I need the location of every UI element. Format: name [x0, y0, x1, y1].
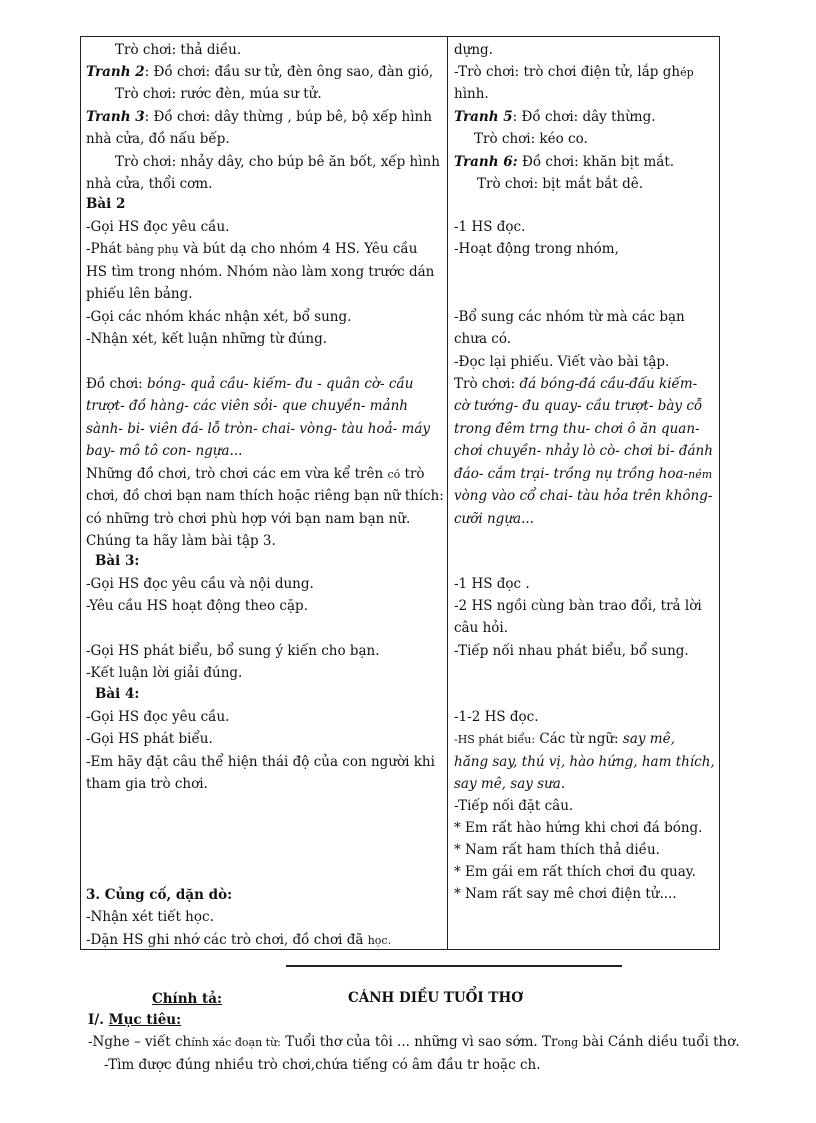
right-line: Trò chơi: bịt mắt bắt dê.: [477, 176, 643, 192]
left-text: : Đồ chơi: đầu sư tử, đèn ông sao, đàn gió,: [144, 64, 434, 80]
left-text: Những đồ chơi, trò chơi các em vừa kể trên: [86, 466, 384, 482]
left-line: -Em hãy đặt câu thể hiện thái độ của con người khi: [86, 754, 435, 770]
right-text: say mê,: [622, 731, 675, 747]
right-line: chưa có.: [454, 331, 512, 347]
right-line: -1 HS đọc.: [454, 219, 526, 235]
right-line: [454, 63, 694, 82]
right-line: dựng.: [454, 42, 493, 58]
left-line: -Nhận xét tiết học.: [86, 909, 214, 925]
left-line: [86, 240, 417, 259]
right-text: Trò chơi:: [454, 376, 516, 392]
right-line: chơi chuyền- nhảy lò cò- chơi bi- đánh: [454, 443, 713, 459]
section-heading: Bài 4:: [95, 686, 140, 702]
right-line: -Tiếp nối đặt câu.: [454, 798, 574, 814]
left-text: trò: [404, 466, 425, 482]
objective-line: -Tìm được đúng nhiều trò chơi,chứa tiếng có âm đầu tr hoặc ch.: [104, 1057, 541, 1073]
objective-text: Tuổi thơ của tôi ... những vì sao sớm. Tr: [285, 1034, 558, 1050]
right-text: ép: [680, 66, 694, 79]
objectives-heading: [88, 1011, 181, 1029]
left-line: [86, 465, 425, 484]
right-line: -2 HS ngồi cùng bàn trao đổi, trả lời: [454, 598, 702, 614]
tranh-label: Tranh 3: [86, 109, 145, 125]
left-line: Trò chơi: thả diều.: [115, 42, 242, 58]
right-line: * Em rất hào hứng khi chơi đá bóng.: [454, 820, 703, 836]
left-line: chơi, đồ chơi bạn nam thích hoặc riêng bạn nữ thích:: [86, 488, 444, 504]
right-text: Các từ ngữ:: [539, 731, 619, 747]
right-line: [454, 375, 697, 393]
objective-text: -Nghe – viết ch: [88, 1034, 192, 1050]
right-line: [454, 730, 675, 749]
left-line: phiếu lên bảng.: [86, 286, 193, 302]
left-line: Trò chơi: rước đèn, múa sư tử.: [115, 86, 322, 102]
objective-text: ong: [557, 1036, 579, 1049]
right-line: hình.: [454, 86, 489, 102]
right-text: Đồ chơi: khăn bịt mắt.: [521, 154, 675, 170]
right-text: ném: [688, 468, 713, 481]
lesson-table: [80, 36, 720, 950]
left-line: -Gọi HS đọc yêu cầu.: [86, 709, 230, 725]
left-line: Trò chơi: nhảy dây, cho búp bê ăn bốt, xếp hình: [115, 154, 440, 170]
left-line: [86, 108, 432, 126]
right-line: [454, 465, 712, 484]
left-text: : Đồ chơi: dây thừng , búp bê, bộ xếp hình: [144, 109, 432, 125]
left-line: bay- mô tô con- ngựa...: [86, 443, 243, 459]
left-line: -Yêu cầu HS hoạt động theo cặp.: [86, 598, 308, 614]
right-text: -HS phát biểu:: [454, 733, 536, 746]
left-line: [86, 63, 433, 81]
right-text: -Trò chơi: trò chơi điện tử, lắp gh: [454, 64, 681, 80]
left-line: sành- bi- viên đá- lỗ tròn- chai- vòng- tàu hoả- máy: [86, 421, 430, 437]
tranh-label: Tranh 5: [454, 109, 513, 125]
right-line: * Nam rất ham thích thả diều.: [454, 842, 660, 858]
right-line: câu hỏi.: [454, 620, 509, 636]
right-line: [454, 153, 674, 171]
right-line: hăng say, thú vị, hào hứng, ham thích,: [454, 754, 715, 770]
left-text: bảng phụ: [126, 243, 179, 256]
left-text: -Dặn HS ghi nhớ các trò chơi, đồ chơi đã: [86, 932, 364, 948]
left-text: -Phát: [86, 241, 122, 257]
left-line: -Gọi HS đọc yêu cầu và nội dung.: [86, 576, 314, 592]
objectives-label: Mục tiêu:: [108, 1012, 182, 1028]
right-line: say mê, say sưa.: [454, 776, 566, 792]
lesson-title: CÁNH DIỀU TUỔI THƠ: [348, 990, 523, 1006]
objectives-number: I/.: [88, 1012, 104, 1028]
objective-text: ính xác đoạn từ:: [191, 1036, 281, 1049]
section-heading: 3. Củng cố, dặn dò:: [86, 887, 233, 903]
left-text: và bút dạ cho nhóm 4 HS. Yêu cầu: [182, 241, 418, 257]
right-line: [454, 108, 656, 126]
left-line: [86, 375, 413, 393]
right-line: cưỡi ngựa...: [454, 511, 534, 527]
left-line: nhà cửa, đồ nấu bếp.: [86, 131, 230, 147]
right-line: -1-2 HS đọc.: [454, 709, 539, 725]
column-divider: [447, 37, 448, 949]
left-line: tham gia trò chơi.: [86, 776, 208, 792]
left-line: -Nhận xét, kết luận những từ đúng.: [86, 331, 328, 347]
right-line: -Tiếp nối nhau phát biểu, bổ sung.: [454, 643, 689, 659]
right-text: đá bóng-đá cầu-đấu kiếm-: [519, 376, 698, 392]
left-line: -Gọi HS đọc yêu cầu.: [86, 219, 230, 235]
right-line: trong đêm trng thu- chơi ô ăn quan-: [454, 421, 700, 437]
right-line: -Bổ sung các nhóm từ mà các bạn: [454, 309, 685, 325]
left-line: -Gọi HS phát biểu.: [86, 731, 213, 747]
left-line: nhà cửa, thổi cơm.: [86, 176, 213, 192]
section-heading: Bài 3:: [95, 553, 140, 569]
tranh-label: Tranh 2: [86, 64, 145, 80]
right-line: Trò chơi: kéo co.: [474, 131, 588, 147]
left-line: trượt- đồ hàng- các viên sỏi- que chuyền- mảnh: [86, 398, 408, 414]
left-text: Đồ chơi:: [86, 376, 143, 392]
objective-text: bài Cánh diều tuổi thơ.: [582, 1034, 740, 1050]
objective-line: [88, 1033, 740, 1052]
left-line: [86, 931, 391, 950]
left-line: -Kết luận lời giải đúng.: [86, 665, 243, 681]
right-line: * Em gái em rất thích chơi đu quay.: [454, 864, 696, 880]
right-line: -1 HS đọc .: [454, 576, 530, 592]
left-line: -Gọi HS phát biểu, bổ sung ý kiến cho bạn.: [86, 643, 380, 659]
left-line: -Gọi các nhóm khác nhận xét, bổ sung.: [86, 309, 352, 325]
section-heading: Bài 2: [86, 196, 126, 212]
left-text: có: [387, 468, 401, 481]
right-line: cờ tướng- đu quay- cầu trượt- bày cỗ: [454, 398, 703, 414]
right-line: -Hoạt động trong nhóm,: [454, 241, 619, 257]
tranh-label: Tranh 6:: [454, 154, 518, 170]
right-text: đáo- cắm trại- trồng nụ trồng hoa-: [454, 466, 689, 482]
left-text: học.: [367, 934, 392, 947]
right-line: -Đọc lại phiếu. Viết vào bài tập.: [454, 354, 670, 370]
right-line: vòng vào cổ chai- tàu hỏa trên không-: [454, 488, 713, 504]
right-line: * Nam rất say mê chơi điện tử....: [454, 886, 677, 902]
left-line: Chúng ta hãy làm bài tập 3.: [86, 533, 276, 549]
left-text: bóng- quả cầu- kiếm- đu - quân cờ- cầu: [147, 376, 414, 392]
left-line: HS tìm trong nhóm. Nhóm nào làm xong trước dán: [86, 264, 435, 280]
subject-label: Chính tả:: [152, 991, 222, 1007]
left-line: có những trò chơi phù hợp với bạn nam bạn nữ.: [86, 511, 411, 527]
right-text: : Đồ chơi: dây thừng.: [512, 109, 656, 125]
section-divider: [286, 965, 622, 967]
